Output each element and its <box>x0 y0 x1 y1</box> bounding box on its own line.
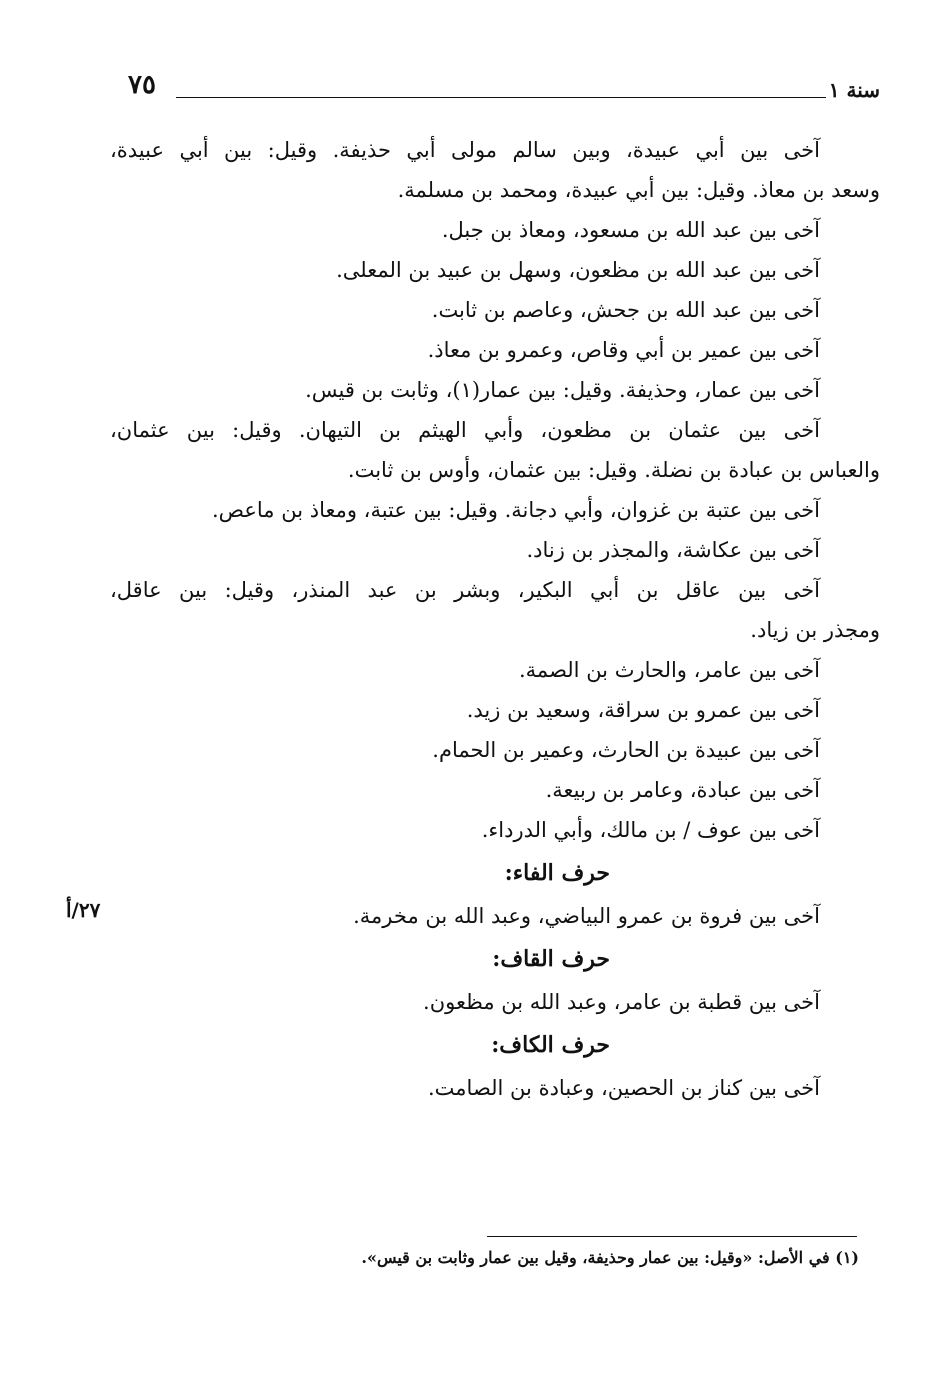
section-heading: حرف الكاف: <box>491 1032 610 1058</box>
text-line: آخى بين فروة بن عمرو البياضي، وعبد الله بن مخرمة. <box>353 904 820 928</box>
text-line: آخى بين كناز بن الحصين، وعبادة بن الصامت. <box>428 1076 820 1100</box>
main-text <box>110 130 880 1108</box>
header-rule <box>176 97 826 98</box>
footnote: (١) في الأصل: «وقيل: بين عمار وحذيفة، وقيل بين عمار وثابت بن قيس». <box>361 1248 859 1267</box>
text-line: آخى بين عكاشة، والمجذر بن زناد. <box>526 538 820 562</box>
page-number: ٧٥ <box>128 70 156 100</box>
footnote-rule <box>487 1236 857 1237</box>
text-line: والعباس بن عبادة بن نضلة. وقيل: بين عثمان، وأوس بن ثابت. <box>347 458 880 482</box>
text-line: آخى بين عمار، وحذيفة. وقيل: بين عمار(١)، وثابت بن قيس. <box>305 378 820 402</box>
text-line: آخى بين عبد الله بن جحش، وعاصم بن ثابت. <box>431 298 820 322</box>
text-line: آخى بين عبادة، وعامر بن ربيعة. <box>545 778 820 802</box>
text-line: آخى بين عبد الله بن مسعود، ومعاذ بن جبل. <box>441 218 820 242</box>
text-line: ومجذر بن زياد. <box>750 618 880 642</box>
section-heading: حرف القاف: <box>492 946 610 972</box>
manuscript-folio-marker: ٢٧/أ <box>66 898 101 922</box>
text-line: آخى بين عامر، والحارث بن الصمة. <box>519 658 820 682</box>
page-header <box>128 70 880 110</box>
text-line: آخى بين عثمان بن مظعون، وأبي الهيثم بن التيهان. وقيل: بين عثمان، <box>110 418 820 442</box>
text-line: آخى بين عمير بن أبي وقاص، وعمرو بن معاذ. <box>427 338 820 362</box>
running-head: سنة ١ <box>828 78 880 102</box>
section-heading: حرف الفاء: <box>504 860 610 886</box>
text-line: آخى بين عبيدة بن الحارث، وعمير بن الحمام. <box>432 738 820 762</box>
text-line: وسعد بن معاذ. وقيل: بين أبي عبيدة، ومحمد بن مسلمة. <box>397 178 880 202</box>
text-line: آخى بين أبي عبيدة، وبين سالم مولى أبي حذيفة. وقيل: بين أبي عبيدة، <box>110 138 820 162</box>
text-line: آخى بين عمرو بن سراقة، وسعيد بن زيد. <box>466 698 820 722</box>
text-line: آخى بين عتبة بن غزوان، وأبي دجانة. وقيل: بين عتبة، ومعاذ بن ماعص. <box>211 498 820 522</box>
text-line: آخى بين عبد الله بن مظعون، وسهل بن عبيد بن المعلى. <box>336 258 820 282</box>
text-line: آخى بين عوف / بن مالك، وأبي الدرداء. <box>481 818 820 842</box>
text-line: آخى بين عاقل بن أبي البكير، وبشر بن عبد المنذر، وقيل: بين عاقل، <box>110 578 820 602</box>
text-line: آخى بين قطبة بن عامر، وعبد الله بن مظعون. <box>423 990 820 1014</box>
